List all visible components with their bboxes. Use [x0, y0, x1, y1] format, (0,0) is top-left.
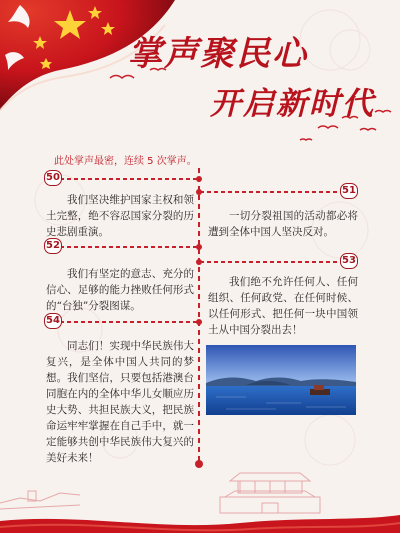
item-number-52: 52 [44, 238, 62, 254]
timeline-dot [196, 176, 202, 182]
timeline-line [198, 168, 200, 463]
connector-53 [200, 261, 340, 263]
great-wall-icon [0, 491, 80, 509]
timeline-dot [196, 319, 202, 325]
applause-note: 此处掌声最密，连续 5 次掌声。 [54, 156, 197, 167]
item-number-53: 53 [340, 253, 358, 269]
tiananmen-icon [220, 473, 320, 513]
item-text-51: 一切分裂祖国的活动都必将遭到全体中国人坚决反对。 [208, 210, 358, 238]
item-text-50: 我们坚决维护国家主权和领土完整，绝不容忍国家分裂的历史悲剧重演。 [46, 194, 194, 238]
item-text-52: 我们有坚定的意志、充分的信心、足够的能力挫败任何形式的“台独”分裂图谋。 [46, 268, 194, 312]
harbor-photo [206, 345, 356, 415]
connector-51 [200, 191, 340, 193]
item-text-54: 同志们！实现中华民族伟大复兴，是全体中国人共同的梦想。我们坚信，只要包括港澳台同胞在内的全体中华儿女顺应历史大势、共担民族大义，把民族命运牢牢掌握在自己手中，就一定能够共创中华民族伟大复兴的美好未来！ [46, 340, 194, 464]
connector-50 [60, 178, 198, 180]
page-title-line1: 掌声聚民心 [128, 34, 308, 74]
timeline-dot [196, 189, 202, 195]
item-number-54: 54 [44, 313, 62, 329]
connector-54 [60, 321, 198, 323]
item-number-51: 51 [340, 183, 358, 199]
timeline-dot [196, 259, 202, 265]
item-number-50: 50 [44, 170, 62, 186]
bottom-decoration [0, 443, 400, 533]
connector-52 [60, 246, 198, 248]
timeline-dot [196, 244, 202, 250]
item-text-53: 我们绝不允许任何人、任何组织、任何政党、在任何时候、以任何形式、把任何一块中国领土从中国分裂出去！ [208, 276, 358, 336]
page-title-line2: 开启新时代 [210, 86, 375, 122]
